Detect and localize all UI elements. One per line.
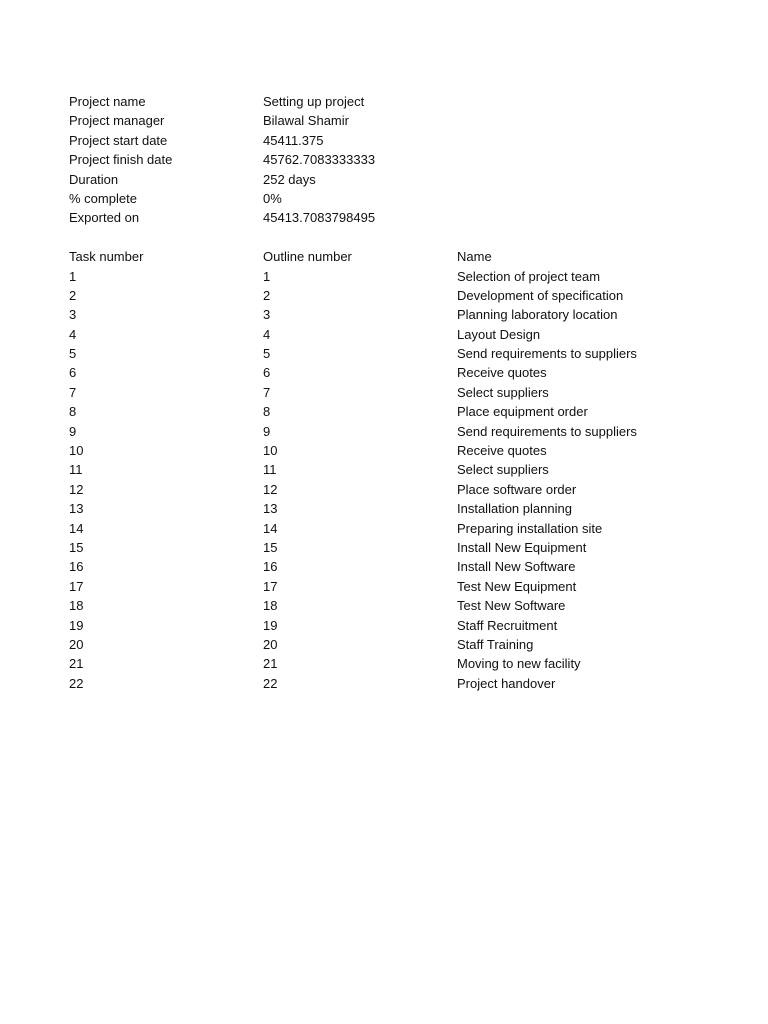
table-row (69, 557, 749, 576)
task-number-cell: 14 (69, 520, 84, 536)
outline-number-cell: 18 (263, 598, 278, 614)
task-name-cell: Install New Equipment (457, 539, 587, 555)
table-row (69, 441, 749, 460)
outline-number-cell: 13 (263, 501, 278, 517)
table-row (69, 286, 749, 305)
project-info-label: Project name (69, 94, 146, 109)
task-number-cell: 13 (69, 501, 84, 517)
task-number-cell: 18 (69, 598, 84, 614)
outline-number-cell: 5 (263, 346, 271, 362)
task-number-cell: 17 (69, 578, 84, 594)
project-info-value: Setting up project (263, 94, 365, 109)
outline-number-cell: 8 (263, 404, 271, 420)
outline-number-cell: 14 (263, 520, 278, 536)
project-info-label: % complete (69, 190, 137, 206)
outline-number-cell: 16 (263, 559, 278, 575)
task-name-cell: Send requirements to suppliers (457, 423, 637, 439)
table-row (69, 460, 749, 479)
project-info-label: Project manager (69, 113, 165, 129)
task-number-cell: 12 (69, 481, 84, 497)
table-row (69, 363, 749, 382)
task-name-cell: Select suppliers (457, 462, 549, 478)
task-name-cell: Place equipment order (457, 404, 588, 420)
header-task-number: Task number (69, 249, 144, 265)
table-row (69, 538, 749, 557)
table-row (69, 616, 749, 635)
project-info-section (69, 92, 749, 228)
task-name-cell: Preparing installation site (457, 520, 603, 536)
project-info-row (69, 170, 749, 189)
project-info-row (69, 92, 749, 111)
table-row (69, 499, 749, 518)
outline-number-cell: 19 (263, 617, 278, 633)
task-table-header-row (69, 247, 749, 266)
table-row (69, 480, 749, 499)
task-name-cell: Moving to new facility (457, 656, 581, 672)
project-info-row (69, 150, 749, 169)
outline-number-cell: 17 (263, 578, 278, 594)
table-row (69, 674, 749, 693)
task-name-cell: Planning laboratory location (457, 307, 618, 323)
task-name-cell: Layout Design (457, 326, 541, 342)
task-number-cell: 10 (69, 443, 84, 459)
outline-number-cell: 15 (263, 539, 278, 555)
project-info-label: Exported on (69, 210, 140, 226)
task-table (69, 247, 749, 693)
project-info-row (69, 189, 749, 208)
task-name-cell: Installation planning (457, 501, 572, 517)
task-name-cell: Staff Recruitment (457, 617, 558, 633)
task-number-cell: 4 (69, 326, 77, 342)
task-name-cell: Test New Equipment (457, 578, 577, 594)
table-row (69, 577, 749, 596)
table-row (69, 519, 749, 538)
outline-number-cell: 4 (263, 326, 271, 342)
project-info-label: Project finish date (69, 152, 173, 168)
outline-number-cell: 7 (263, 384, 271, 400)
table-row (69, 267, 749, 286)
task-name-cell: Install New Software (457, 559, 576, 575)
task-name-cell: Test New Software (457, 598, 566, 614)
project-info-value: 45411.375 (263, 132, 324, 148)
task-number-cell: 20 (69, 636, 84, 652)
task-name-cell: Receive quotes (457, 443, 547, 459)
project-info-value: 45762.7083333333 (263, 152, 376, 168)
section-gap (69, 228, 749, 247)
task-name-cell: Place software order (457, 481, 577, 497)
outline-number-cell: 6 (263, 365, 271, 381)
header-outline-number: Outline number (263, 249, 352, 265)
project-info-label: Project start date (69, 132, 168, 148)
project-info-row (69, 131, 749, 150)
task-table-body (69, 267, 749, 694)
table-row (69, 402, 749, 421)
table-row (69, 344, 749, 363)
outline-number-cell: 10 (263, 443, 278, 459)
task-number-cell: 1 (69, 268, 77, 284)
task-name-cell: Staff Training (457, 636, 534, 652)
table-row (69, 325, 749, 344)
header-name: Name (457, 249, 492, 265)
task-number-cell: 5 (69, 346, 77, 362)
task-name-cell: Send requirements to suppliers (457, 346, 637, 362)
task-name-cell: Project handover (457, 675, 556, 691)
task-name-cell: Development of specification (457, 287, 624, 303)
outline-number-cell: 1 (263, 268, 271, 284)
task-number-cell: 15 (69, 539, 84, 555)
task-number-cell: 6 (69, 365, 77, 381)
outline-number-cell: 21 (263, 656, 278, 672)
outline-number-cell: 2 (263, 287, 271, 303)
outline-number-cell: 12 (263, 481, 278, 497)
task-number-cell: 11 (69, 462, 83, 478)
task-number-cell: 3 (69, 307, 77, 323)
outline-number-cell: 22 (263, 675, 278, 691)
table-row (69, 654, 749, 673)
project-info-value: Bilawal Shamir (263, 113, 349, 129)
task-number-cell: 16 (69, 559, 84, 575)
outline-number-cell: 3 (263, 307, 271, 323)
project-info-row (69, 111, 749, 130)
outline-number-cell: 20 (263, 636, 278, 652)
table-row (69, 635, 749, 654)
project-info-value: 252 days (263, 171, 316, 187)
table-row (69, 596, 749, 615)
task-name-cell: Receive quotes (457, 365, 547, 381)
project-info-value: 45413.7083798495 (263, 210, 376, 226)
task-number-cell: 22 (69, 675, 84, 691)
task-number-cell: 21 (69, 656, 84, 672)
table-row (69, 383, 749, 402)
project-info-label: Duration (69, 171, 119, 187)
outline-number-cell: 11 (263, 462, 277, 478)
project-info-row (69, 208, 749, 227)
task-number-cell: 19 (69, 617, 84, 633)
outline-number-cell: 9 (263, 423, 271, 439)
task-number-cell: 7 (69, 384, 77, 400)
task-number-cell: 8 (69, 404, 77, 420)
task-number-cell: 9 (69, 423, 77, 439)
task-name-cell: Select suppliers (457, 384, 549, 400)
task-name-cell: Selection of project team (457, 268, 601, 284)
table-row (69, 305, 749, 324)
task-number-cell: 2 (69, 287, 77, 303)
spreadsheet-export (69, 92, 749, 693)
table-row (69, 422, 749, 441)
project-info-value: 0% (263, 190, 282, 206)
